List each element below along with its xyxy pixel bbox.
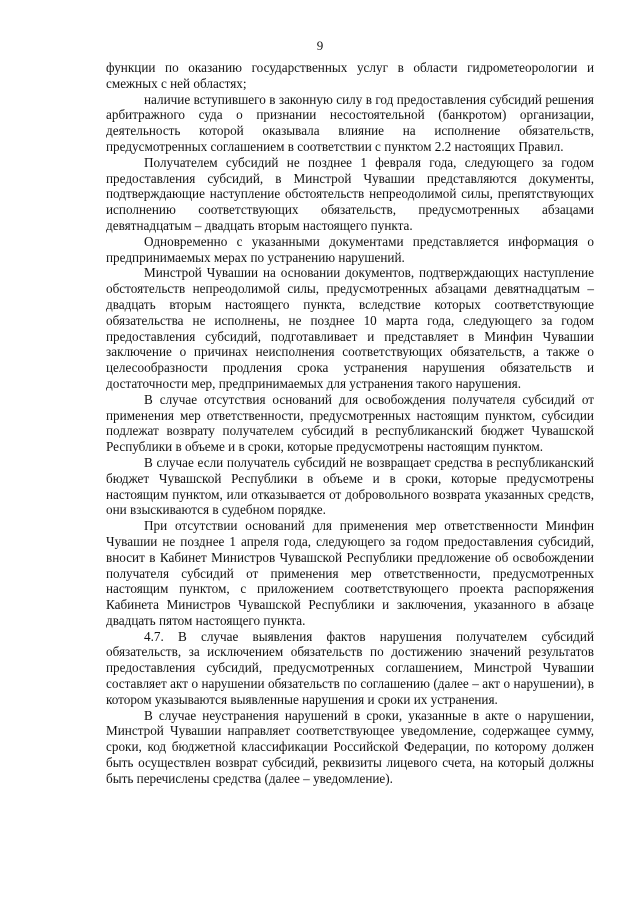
paragraph: Минстрой Чувашии на основании документов, подтверждающих наступление обстоятельств непреодолимой силы, предусмотренных абзацами девятнадцатым – двадцать вторым настоящего пункта, вследствие которых соответствующие обязательства не исполнены, не позднее 10 марта года, следующего за годом предоставления субсидий, подготавливает и представляет в Минфин Чувашии заключение о причинах неисполнения соответствующих обязательств, а также о целесообразности продления срока устранения нарушения обязательств и достаточности мер, предпринимаемых для устранения такого нарушения. — [106, 265, 594, 391]
paragraph: 4.7. В случае выявления фактов нарушения получателем субсидий обязательств, за исключением обязательств по достижению значений результатов предоставления субсидий, предусмотренных соглашением, Минстрой Чувашии составляет акт о нарушении обязательств по соглашению (далее – акт о нарушении), в котором указываются выявленные нарушения и сроки их устранения. — [106, 628, 594, 707]
paragraph: функции по оказанию государственных услуг в области гидрометеорологии и смежных с ней областях; — [106, 60, 594, 91]
paragraph: В случае если получатель субсидий не возвращает средства в республиканский бюджет Чувашской Республики в объеме и в сроки, которые предусмотрены настоящим пунктом, или отказывается от добровольного возврата указанных средств, они взыскиваются в судебном порядке. — [106, 454, 594, 518]
paragraph: При отсутствии оснований для применения мер ответственности Минфин Чувашии не позднее 1 апреля года, следующего за годом предоставления субсидий, вносит в Кабинет Министров Чувашской Республики предложение об освобождении получателя субсидий от применения мер ответственности, предусмотренных настоящим пунктом, с приложением соответствующего проекта распоряжения Кабинета Министров Чувашской Республики и заключения, указанного в абзаце двадцать пятом настоящего пункта. — [106, 518, 594, 628]
paragraph: наличие вступившего в законную силу в год предоставления субсидий решения арбитражного суда о признании несостоятельной (банкротом) организации, деятельность которой оказывала влияние на исполнение обязательств, предусмотренных соглашением в соответствии с пунктом 2.2 настоящих Правил. — [106, 91, 594, 154]
paragraph: В случае неустранения нарушений в сроки, указанные в акте о нарушении, Минстрой Чувашии направляет соответствующее уведомление, содержащее сумму, сроки, код бюджетной классификации Российской Федерации, по которому должен быть осуществлен возврат субсидий, реквизиты лицевого счета, на который должны быть перечислены средства (далее – уведомление). — [106, 707, 594, 786]
page-number: 9 — [316, 38, 324, 53]
paragraph: Одновременно с указанными документами представляется информация о предпринимаемых мерах по устранению нарушений. — [106, 233, 594, 265]
paragraph: Получателем субсидий не позднее 1 февраля года, следующего за годом предоставления субсидий, в Минстрой Чувашии представляются документы, подтверждающие наступление обстоятельств непреодолимой силы, препятствующих исполнению соответствующих обязательств, предусмотренных абзацами девятнадцатым – двадцать вторым настоящего пункта. — [106, 154, 594, 233]
paragraph: В случае отсутствия оснований для освобождения получателя субсидий от применения мер ответственности, предусмотренных настоящим пунктом, субсидии подлежат возврату получателем субсидий в республиканский бюджет Чувашской Республики в объеме и в сроки, которые предусмотрены настоящим пунктом. — [106, 391, 594, 455]
document-body — [106, 60, 594, 787]
